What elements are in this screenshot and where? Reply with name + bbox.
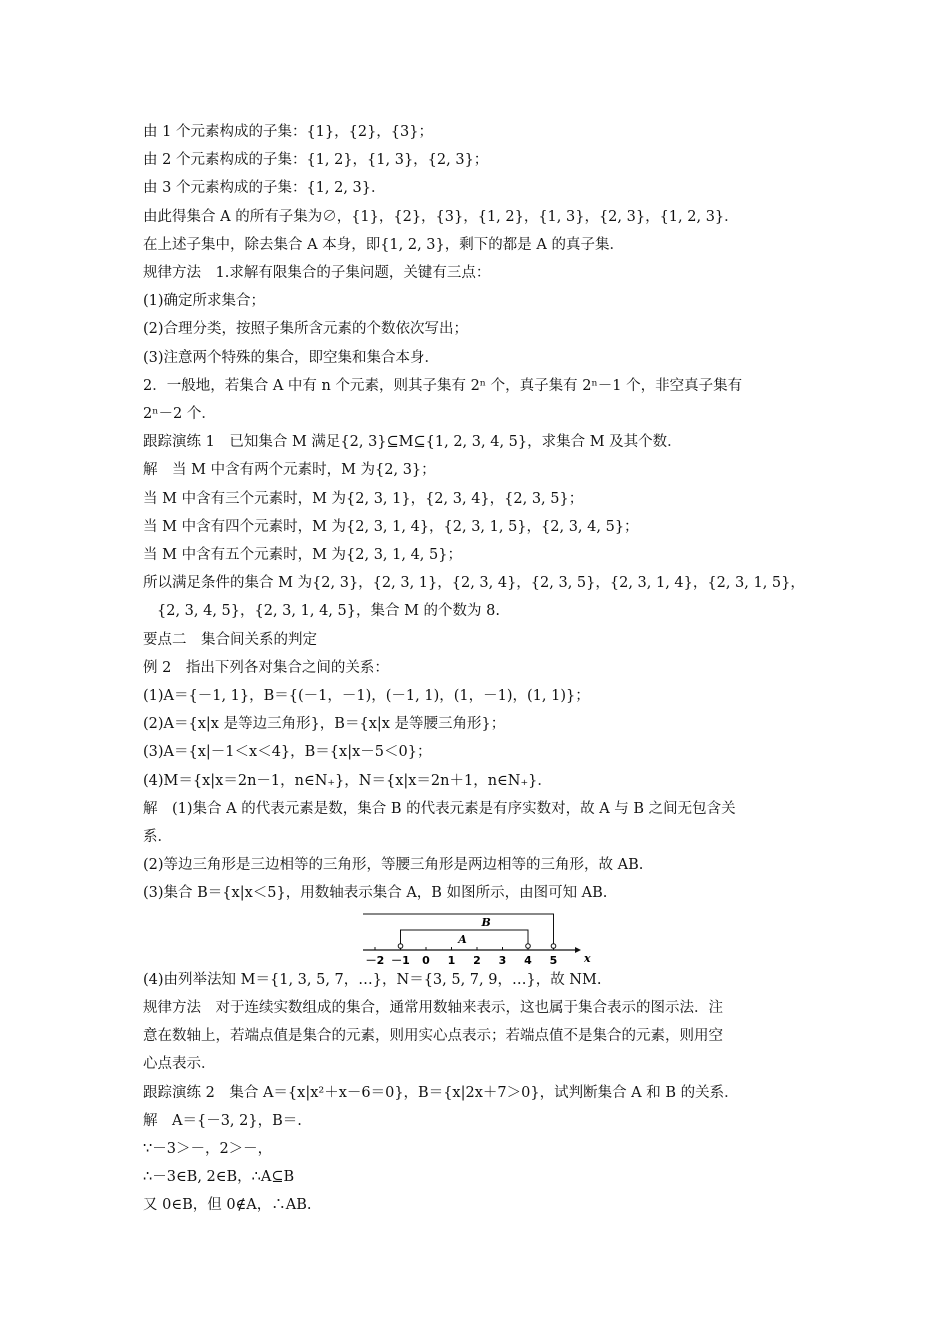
tick-label: 5 [549, 953, 558, 966]
text-line: (2)A＝{x|x 是等边三角形}，B＝{x|x 是等腰三角形}； [143, 716, 506, 733]
text-line: 要点二 集合间关系的判定 [143, 631, 317, 648]
text-line: 由 2 个元素构成的子集：{1, 2}，{1, 3}，{2, 3}； [143, 152, 489, 169]
set-a-label: A [458, 932, 467, 946]
text-line: ∵－3＞－，2＞－， [143, 1140, 273, 1157]
text-line: (3)集合 B＝{x|x＜5}，用数轴表示集合 A，B 如图所示，由图可知 AB. [143, 885, 608, 902]
text-line: 规律方法 1.求解有限集合的子集问题，关键有三点： [143, 265, 491, 282]
tick-label: －1 [391, 953, 410, 966]
set-a-open-endpoint-right [526, 943, 531, 948]
text-line: 系． [143, 829, 172, 846]
text-line: (1)A＝{－1, 1}，B＝{(－1，－1)，(－1, 1)，(1，－1)，(1, 1)}； [143, 688, 590, 705]
text-line: 解 当 M 中含有两个元素时，M 为{2, 3}； [143, 462, 436, 479]
set-b-label: B [481, 915, 491, 929]
text-line: 意在数轴上，若端点值是集合的元素，则用实心点表示；若端点值不是集合的元素，则用空 [143, 1028, 723, 1045]
text-line: (2)等边三角形是三边相等的三角形，等腰三角形是两边相等的三角形，故 AB. [143, 857, 644, 874]
axis-label: x [584, 951, 591, 965]
tick-label: 4 [524, 953, 532, 966]
tick-label: 0 [422, 953, 430, 966]
text-line: 由此得集合 A 的所有子集为∅，{1}，{2}，{3}，{1, 2}，{1, 3}，{2, 3}，{1, 2, 3}． [143, 208, 739, 225]
text-line: (4)由列举法知 M＝{1, 3, 5, 7，…}，N＝{3, 5, 7, 9，…}，故 NM. [143, 971, 602, 988]
text-line: 由 3 个元素构成的子集：{1, 2, 3}． [143, 180, 386, 197]
text-line: 心点表示． [143, 1056, 216, 1073]
text-line: 2．一般地，若集合 A 中有 n 个元素，则其子集有 2ⁿ 个，真子集有 2ⁿ－1 个，非空真子集有 [143, 377, 743, 394]
text-line: 当 M 中含有四个元素时，M 为{2, 3, 1, 4}，{2, 3, 1, 5}，{2, 3, 4, 5}； [143, 518, 639, 535]
text-line: 由 1 个元素构成的子集：{1}，{2}，{3}； [143, 124, 433, 140]
text-line: 当 M 中含有五个元素时，M 为{2, 3, 1, 4, 5}； [143, 547, 462, 564]
set-a-open-endpoint-left [398, 943, 403, 948]
text-line: 在上述子集中，除去集合 A 本身，即{1, 2, 3}，剩下的都是 A 的真子集． [143, 236, 624, 253]
text-line: 规律方法 对于连续实数组成的集合，通常用数轴来表示，这也属于集合表示的图示法．注 [143, 999, 723, 1016]
tick-label: 2 [473, 953, 481, 966]
document-body [143, 118, 823, 1220]
text-line: (3)注意两个特殊的集合，即空集和集合本身． [143, 349, 440, 366]
text-line: 所以满足条件的集合 M 为{2, 3}，{2, 3, 1}，{2, 3, 4}，{2, 3, 5}，{2, 3, 1, 4}，{2, 3, 1, 5}， [143, 575, 805, 592]
text-block-after-figure [143, 966, 823, 1220]
text-block-before-figure [143, 118, 823, 908]
text-line: 解 (1)集合 A 的代表元素是数，集合 B 的代表元素是有序实数对，故 A 与 B 之间无包含关 [143, 800, 736, 817]
text-line: 又 0∈B，但 0∉A，∴AB. [143, 1197, 312, 1214]
text-line: 跟踪演练 1 已知集合 M 满足{2, 3}⊆M⊆{1, 2, 3, 4, 5}，求集合 M 及其个数． [143, 434, 682, 451]
axis-arrow [575, 947, 581, 953]
tick-label: －2 [365, 953, 385, 966]
number-line-svg [361, 910, 591, 966]
text-line: (4)M＝{x|x＝2n－1，n∈N₊}，N＝{x|x＝2n＋1，n∈N₊}． [143, 772, 552, 789]
tick-label: 1 [447, 953, 456, 966]
tick-label: 3 [498, 953, 507, 966]
text-line: 当 M 中含有三个元素时，M 为{2, 3, 1}，{2, 3, 4}，{2, 3, 5}； [143, 490, 584, 507]
text-line: ∴－3∈B, 2∈B，∴A⊆B [143, 1169, 295, 1186]
text-line: 例 2 指出下列各对集合之间的关系： [143, 659, 389, 676]
text-line: (3)A＝{x|－1＜x＜4}，B＝{x|x－5＜0}； [143, 744, 432, 761]
number-line-figure [143, 910, 823, 966]
set-b-open-endpoint [551, 943, 556, 948]
text-line: (2)合理分类，按照子集所含元素的个数依次写出； [143, 321, 469, 338]
text-line: 解 A＝{－3, 2}，B＝. [143, 1112, 302, 1129]
text-line: {2, 3, 4, 5}，{2, 3, 1, 4, 5}，集合 M 的个数为 8. [157, 603, 500, 620]
text-line: 2ⁿ－2 个． [143, 406, 216, 423]
text-line: (1)确定所求集合； [143, 293, 266, 310]
text-line: 跟踪演练 2 集合 A＝{x|x²＋x－6＝0}，B＝{x|2x＋7＞0}，试判断集合 A 和 B 的关系． [143, 1084, 739, 1101]
